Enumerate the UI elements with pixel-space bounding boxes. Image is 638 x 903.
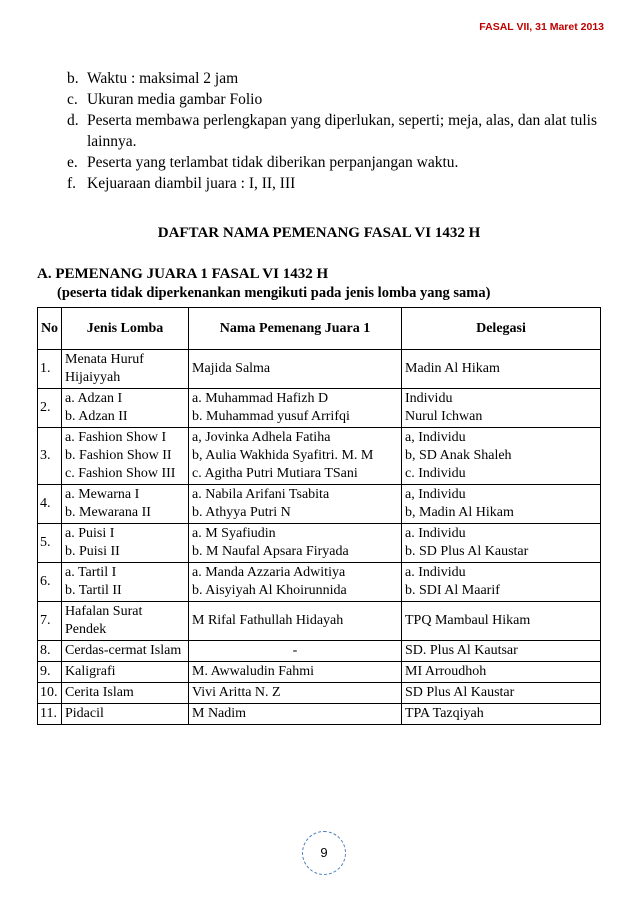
- cell-delegasi: [402, 662, 601, 683]
- cell-no: 7.: [38, 602, 62, 641]
- list-text: Kejuaraan diambil juara : I, II, III: [87, 175, 296, 192]
- document-title: DAFTAR NAMA PEMENANG FASAL VI 1432 H: [157, 225, 481, 241]
- cell-delegasi: [402, 641, 601, 662]
- cell-nama: [189, 602, 402, 641]
- cell-nama: [189, 641, 402, 662]
- cell-line: -: [292, 643, 298, 658]
- cell-line: TPQ Mambaul Hikam: [405, 613, 531, 628]
- cell-nama: [189, 389, 402, 428]
- cell-line: Nurul Ichwan: [405, 409, 483, 424]
- cell-delegasi: [402, 683, 601, 704]
- list-text: Waktu : maksimal 2 jam: [87, 70, 239, 87]
- list-text: Peserta yang terlambat tidak diberikan perpanjangan waktu.: [87, 154, 459, 171]
- cell-line: MI Arroudhoh: [405, 664, 487, 679]
- table-row: [38, 563, 601, 602]
- table-header-row: [38, 308, 601, 350]
- cell-line: M. Awwaludin Fahmi: [192, 664, 314, 679]
- list-item: [67, 68, 607, 89]
- section-title: A. PEMENANG JUARA 1 FASAL VI 1432 H: [37, 266, 329, 282]
- cell-line: Cerita Islam: [65, 685, 134, 700]
- cell-nama: [189, 683, 402, 704]
- cell-line: b. Tartil II: [65, 583, 122, 598]
- table-row: [38, 683, 601, 704]
- cell-lomba: [62, 485, 189, 524]
- table-row: [38, 485, 601, 524]
- list-item: [67, 110, 607, 152]
- cell-line: a, Individu: [405, 487, 466, 502]
- list-marker: d.: [67, 112, 79, 129]
- table-row: [38, 389, 601, 428]
- cell-line: TPA Tazqiyah: [405, 706, 484, 721]
- cell-line: a. Puisi I: [65, 526, 115, 541]
- cell-line: b. Puisi II: [65, 544, 120, 559]
- cell-line: a. Tartil I: [65, 565, 117, 580]
- table-row: [38, 350, 601, 389]
- cell-line: Vivi Aritta N. Z: [192, 685, 281, 700]
- list-marker: e.: [67, 154, 78, 171]
- cell-line: b, SD Anak Shaleh: [405, 448, 512, 463]
- cell-nama: [189, 662, 402, 683]
- cell-line: a. Mewarna I: [65, 487, 140, 502]
- cell-line: a. M Syafiudin: [192, 526, 276, 541]
- cell-line: b. Athyya Putri N: [192, 505, 291, 520]
- cell-lomba: [62, 662, 189, 683]
- cell-line: b. M Naufal Apsara Firyada: [192, 544, 349, 559]
- cell-nama: [189, 350, 402, 389]
- page-number: 9: [302, 831, 346, 875]
- cell-line: M Rifal Fathullah Hidayah: [192, 613, 344, 628]
- cell-line: b. Fashion Show II: [65, 448, 172, 463]
- cell-line: Pidacil: [65, 706, 104, 721]
- cell-lomba: [62, 524, 189, 563]
- cell-lomba: [62, 563, 189, 602]
- table-body: [38, 350, 601, 725]
- cell-nama: [189, 428, 402, 485]
- cell-line: Menata Huruf: [65, 352, 144, 367]
- table-row: [38, 662, 601, 683]
- cell-delegasi: [402, 389, 601, 428]
- cell-no: 8.: [38, 641, 62, 662]
- cell-line: Hijaiyyah: [65, 370, 121, 385]
- winners-table: [37, 307, 601, 725]
- cell-delegasi: [402, 524, 601, 563]
- cell-line: c. Agitha Putri Mutiara TSani: [192, 466, 358, 481]
- list-text: Ukuran media gambar Folio: [87, 91, 263, 108]
- cell-line: a. Nabila Arifani Tsabita: [192, 487, 330, 502]
- cell-line: Madin Al Hikam: [405, 361, 500, 376]
- cell-no: 9.: [38, 662, 62, 683]
- cell-line: b. Mewarana II: [65, 505, 151, 520]
- cell-lomba: [62, 389, 189, 428]
- cell-line: c. Individu: [405, 466, 466, 481]
- cell-lomba: [62, 428, 189, 485]
- cell-lomba: [62, 704, 189, 725]
- cell-delegasi: [402, 602, 601, 641]
- cell-line: a. Fashion Show I: [65, 430, 167, 445]
- table-row: [38, 641, 601, 662]
- cell-line: Hafalan Surat: [65, 604, 143, 619]
- cell-no: 2.: [38, 389, 62, 428]
- cell-delegasi: [402, 428, 601, 485]
- list-marker: f.: [67, 175, 77, 192]
- list-marker: b.: [67, 70, 79, 87]
- cell-lomba: [62, 602, 189, 641]
- cell-line: a. Manda Azzaria Adwitiya: [192, 565, 346, 580]
- column-header-lomba: Jenis Lomba: [62, 308, 189, 350]
- cell-line: b. Aisyiyah Al Khoirunnida: [192, 583, 347, 598]
- cell-line: a. Adzan I: [65, 391, 123, 406]
- cell-nama: [189, 524, 402, 563]
- cell-line: a. Individu: [405, 526, 466, 541]
- column-header-delegasi: Delegasi: [402, 308, 601, 350]
- cell-delegasi: [402, 704, 601, 725]
- cell-line: b. Adzan II: [65, 409, 128, 424]
- list-item: [67, 152, 607, 173]
- list-item: [67, 89, 607, 110]
- cell-line: a. Muhammad Hafizh D: [192, 391, 329, 406]
- cell-line: Individu: [405, 391, 453, 406]
- cell-line: b. Muhammad yusuf Arrifqi: [192, 409, 350, 424]
- cell-no: 10.: [38, 683, 62, 704]
- table-row: [38, 524, 601, 563]
- cell-nama: [189, 704, 402, 725]
- cell-line: b, Madin Al Hikam: [405, 505, 514, 520]
- cell-no: 5.: [38, 524, 62, 563]
- cell-line: b. SD Plus Al Kaustar: [405, 544, 529, 559]
- cell-delegasi: [402, 563, 601, 602]
- list-item: [67, 173, 607, 194]
- cell-line: M Nadim: [192, 706, 247, 721]
- cell-lomba: [62, 683, 189, 704]
- cell-nama: [189, 485, 402, 524]
- cell-line: b. SDI Al Maarif: [405, 583, 500, 598]
- cell-line: a, Individu: [405, 430, 466, 445]
- cell-line: b, Aulia Wakhida Syafitri. M. M: [192, 448, 374, 463]
- cell-lomba: [62, 350, 189, 389]
- cell-no: 6.: [38, 563, 62, 602]
- cell-line: SD. Plus Al Kautsar: [405, 643, 518, 658]
- rules-list: [67, 68, 607, 194]
- cell-line: Majida Salma: [192, 361, 271, 376]
- cell-line: c. Fashion Show III: [65, 466, 176, 481]
- cell-line: SD Plus Al Kaustar: [405, 685, 515, 700]
- section-note: (peserta tidak diperkenankan mengikuti pada jenis lomba yang sama): [57, 285, 491, 301]
- cell-line: Cerdas-cermat Islam: [65, 643, 182, 658]
- cell-no: 4.: [38, 485, 62, 524]
- cell-line: Pendek: [65, 622, 107, 637]
- cell-no: 1.: [38, 350, 62, 389]
- table-row: [38, 428, 601, 485]
- cell-no: 11.: [38, 704, 62, 725]
- list-marker: c.: [67, 91, 78, 108]
- cell-delegasi: [402, 350, 601, 389]
- cell-delegasi: [402, 485, 601, 524]
- cell-lomba: [62, 641, 189, 662]
- list-text: Peserta membawa perlengkapan yang diperlukan, seperti; meja, alas, dan alat tulis lainnya.: [87, 112, 598, 150]
- table-row: [38, 602, 601, 641]
- table-row: [38, 704, 601, 725]
- cell-no: 3.: [38, 428, 62, 485]
- cell-nama: [189, 563, 402, 602]
- cell-line: Kaligrafi: [65, 664, 116, 679]
- cell-line: a, Jovinka Adhela Fatiha: [192, 430, 331, 445]
- page-header: FASAL VII, 31 Maret 2013: [479, 21, 604, 33]
- cell-line: a. Individu: [405, 565, 466, 580]
- column-header-nama: Nama Pemenang Juara 1: [189, 308, 402, 350]
- column-header-no: No: [38, 308, 62, 350]
